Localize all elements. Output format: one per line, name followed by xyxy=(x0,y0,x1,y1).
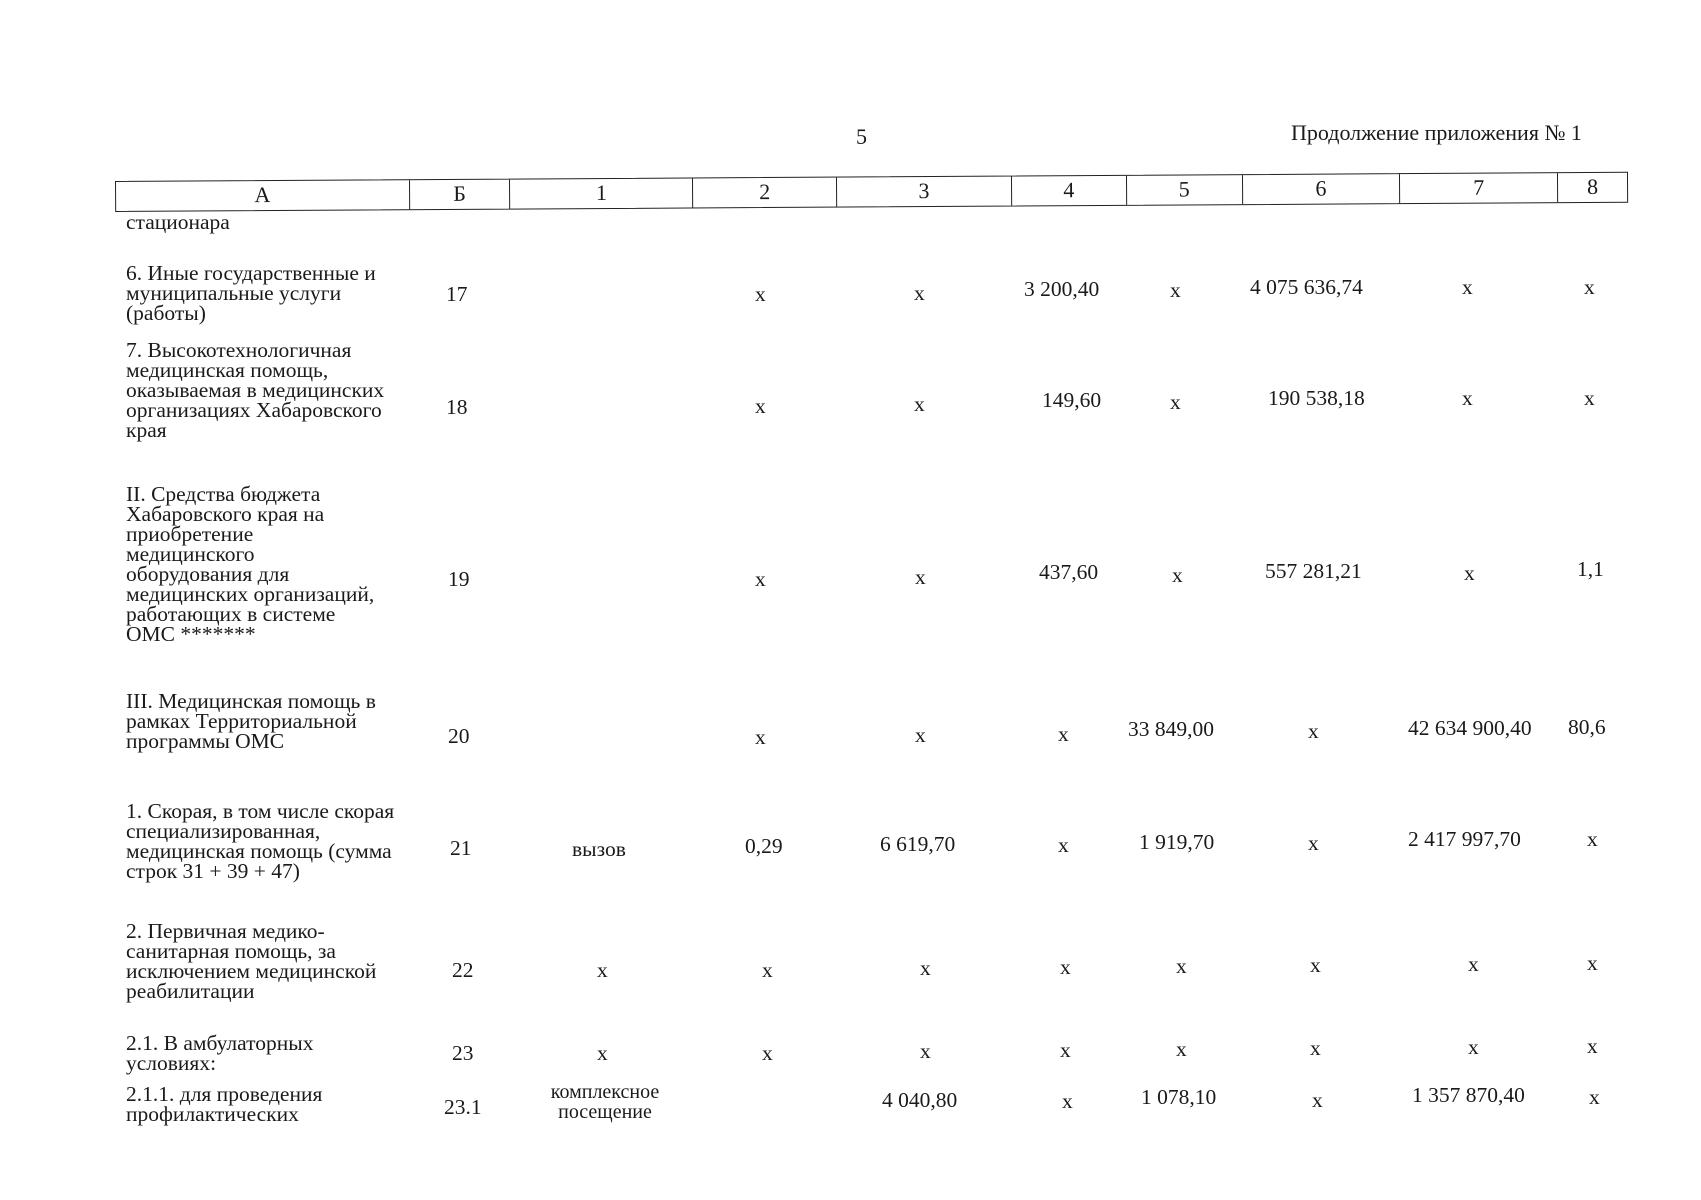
row-18-col8: х xyxy=(1584,386,1595,410)
row-23-col5: х xyxy=(1176,1037,1187,1061)
row-23-1-col8: х xyxy=(1589,1085,1600,1109)
column-header-6: 6 xyxy=(1242,174,1400,204)
row-21-col8: х xyxy=(1587,827,1598,851)
row-19-col2: х xyxy=(755,567,766,591)
row-21-col5: 1 919,70 xyxy=(1139,830,1215,854)
row-20-col6: х xyxy=(1308,719,1319,743)
row-20-col5: 33 849,00 xyxy=(1128,717,1214,741)
row-21-name: 1. Скорая, в том числе скорая специализированная, медицинская помощь (сумма строк 31 + 39 + 47) xyxy=(126,799,395,883)
column-header-1: 1 xyxy=(510,178,693,208)
row-20-col7: 42 634 900,40 xyxy=(1408,716,1532,740)
row-23-name: 2.1. В амбулаторных условиях: xyxy=(126,1031,314,1075)
row-21-col2: 0,29 xyxy=(745,834,783,858)
column-header-b: Б xyxy=(410,180,511,210)
row-22-col2: х xyxy=(762,958,773,982)
row-17-col4: 3 200,40 xyxy=(1024,277,1100,301)
row-23-code: 23 xyxy=(452,1041,474,1065)
row-19-col6: 557 281,21 xyxy=(1265,559,1362,583)
row-18-col5: х xyxy=(1170,390,1181,414)
row-23-col8: х xyxy=(1587,1034,1598,1058)
row-19-col5: х xyxy=(1172,563,1183,587)
row-17-code: 17 xyxy=(446,282,468,306)
row-19-col4: 437,60 xyxy=(1039,560,1099,584)
row-22-col7: х xyxy=(1468,952,1479,976)
row-21-col4: х xyxy=(1058,833,1069,857)
column-header-7: 7 xyxy=(1400,173,1558,203)
row-18-col7: х xyxy=(1462,386,1473,410)
row-21-col6: х xyxy=(1308,831,1319,855)
row-19-col7: х xyxy=(1464,561,1475,585)
row-23-col3: х xyxy=(920,1039,931,1063)
row-17-name: 6. Иные государственные и муниципальные услуги (работы) xyxy=(126,261,376,325)
row-23-col7: х xyxy=(1468,1035,1479,1059)
row-20-code: 20 xyxy=(448,724,470,748)
row-18-col2: х xyxy=(755,394,766,418)
row-21-col7: 2 417 997,70 xyxy=(1408,827,1521,851)
row-23-col6: х xyxy=(1310,1036,1321,1060)
row-17-col7: х xyxy=(1462,275,1473,299)
row-22-col8: х xyxy=(1587,951,1598,975)
row-23-1-name: 2.1.1. для проведения профилактических xyxy=(126,1082,323,1126)
row-19-col8: 1,1 xyxy=(1577,557,1604,581)
row-20-col8: 80,6 xyxy=(1568,715,1606,739)
row-22-col5: х xyxy=(1176,954,1187,978)
row-22-col6: х xyxy=(1310,953,1321,977)
column-header-a: А xyxy=(116,180,410,211)
row-20-col3: х xyxy=(915,723,926,747)
row-23-1-col3: 4 040,80 xyxy=(882,1088,958,1112)
row-23-1-col1: комплексное посещение xyxy=(550,1081,660,1123)
row-17-col5: х xyxy=(1170,278,1181,302)
column-header-row xyxy=(115,172,1628,212)
row-22-col4: х xyxy=(1060,955,1071,979)
row-18-name: 7. Высокотехнологичная медицинская помощь, оказываемая в медицинских организациях Хабаровского края xyxy=(126,338,385,442)
row-23-col1: х xyxy=(597,1041,608,1065)
row-22-col1: х xyxy=(597,958,608,982)
row-18-col4: 149,60 xyxy=(1042,388,1102,412)
row-19-code: 19 xyxy=(448,567,470,591)
row-18-code: 18 xyxy=(446,395,468,419)
appendix-continuation-label: Продолжение приложения № 1 xyxy=(1291,120,1582,145)
column-header-8: 8 xyxy=(1587,173,1599,200)
row-22-name: 2. Первичная медико-санитарная помощь, за исключением медицинской реабилитации xyxy=(126,919,377,1003)
row-23-1-col5: 1 078,10 xyxy=(1141,1085,1217,1109)
row-23-1-col4: х xyxy=(1062,1089,1073,1113)
row-20-col4: х xyxy=(1058,722,1069,746)
row-20-name: III. Медицинская помощь в рамках Территориальной программы ОМС xyxy=(126,689,376,753)
row-17-col8: х xyxy=(1584,275,1595,299)
row-23-col2: х xyxy=(762,1041,773,1065)
column-header-5: 5 xyxy=(1127,175,1243,205)
row-23-col4: х xyxy=(1060,1038,1071,1062)
row-17-col2: х xyxy=(755,282,766,306)
row-21-col1: вызов xyxy=(572,837,626,861)
row-23-1-code: 23.1 xyxy=(444,1095,482,1119)
page-number: 5 xyxy=(856,124,867,149)
row-20-col2: х xyxy=(755,725,766,749)
column-header-3: 3 xyxy=(837,177,1012,207)
row-23-1-col7: 1 357 870,40 xyxy=(1412,1083,1525,1107)
row-22-code: 22 xyxy=(452,958,474,982)
row-19-col3: х xyxy=(915,565,926,589)
row-21-code: 21 xyxy=(450,836,472,860)
row-18-col6: 190 538,18 xyxy=(1268,386,1365,410)
row-17-col3: х xyxy=(914,281,925,305)
continued-row-text: стационара xyxy=(126,210,230,234)
column-header-4: 4 xyxy=(1012,176,1127,206)
row-17-col6: 4 075 636,74 xyxy=(1250,275,1363,299)
column-header-2: 2 xyxy=(693,178,837,208)
row-19-name: II. Средства бюджета Хабаровского края на приобретение медицинского оборудования для медицинских организаций, работающих в системе ОМС ******* xyxy=(126,482,375,646)
row-23-1-col6: х xyxy=(1312,1088,1323,1112)
row-22-col3: х xyxy=(920,956,931,980)
row-18-col3: х xyxy=(914,392,925,416)
row-21-col3: 6 619,70 xyxy=(880,832,956,856)
